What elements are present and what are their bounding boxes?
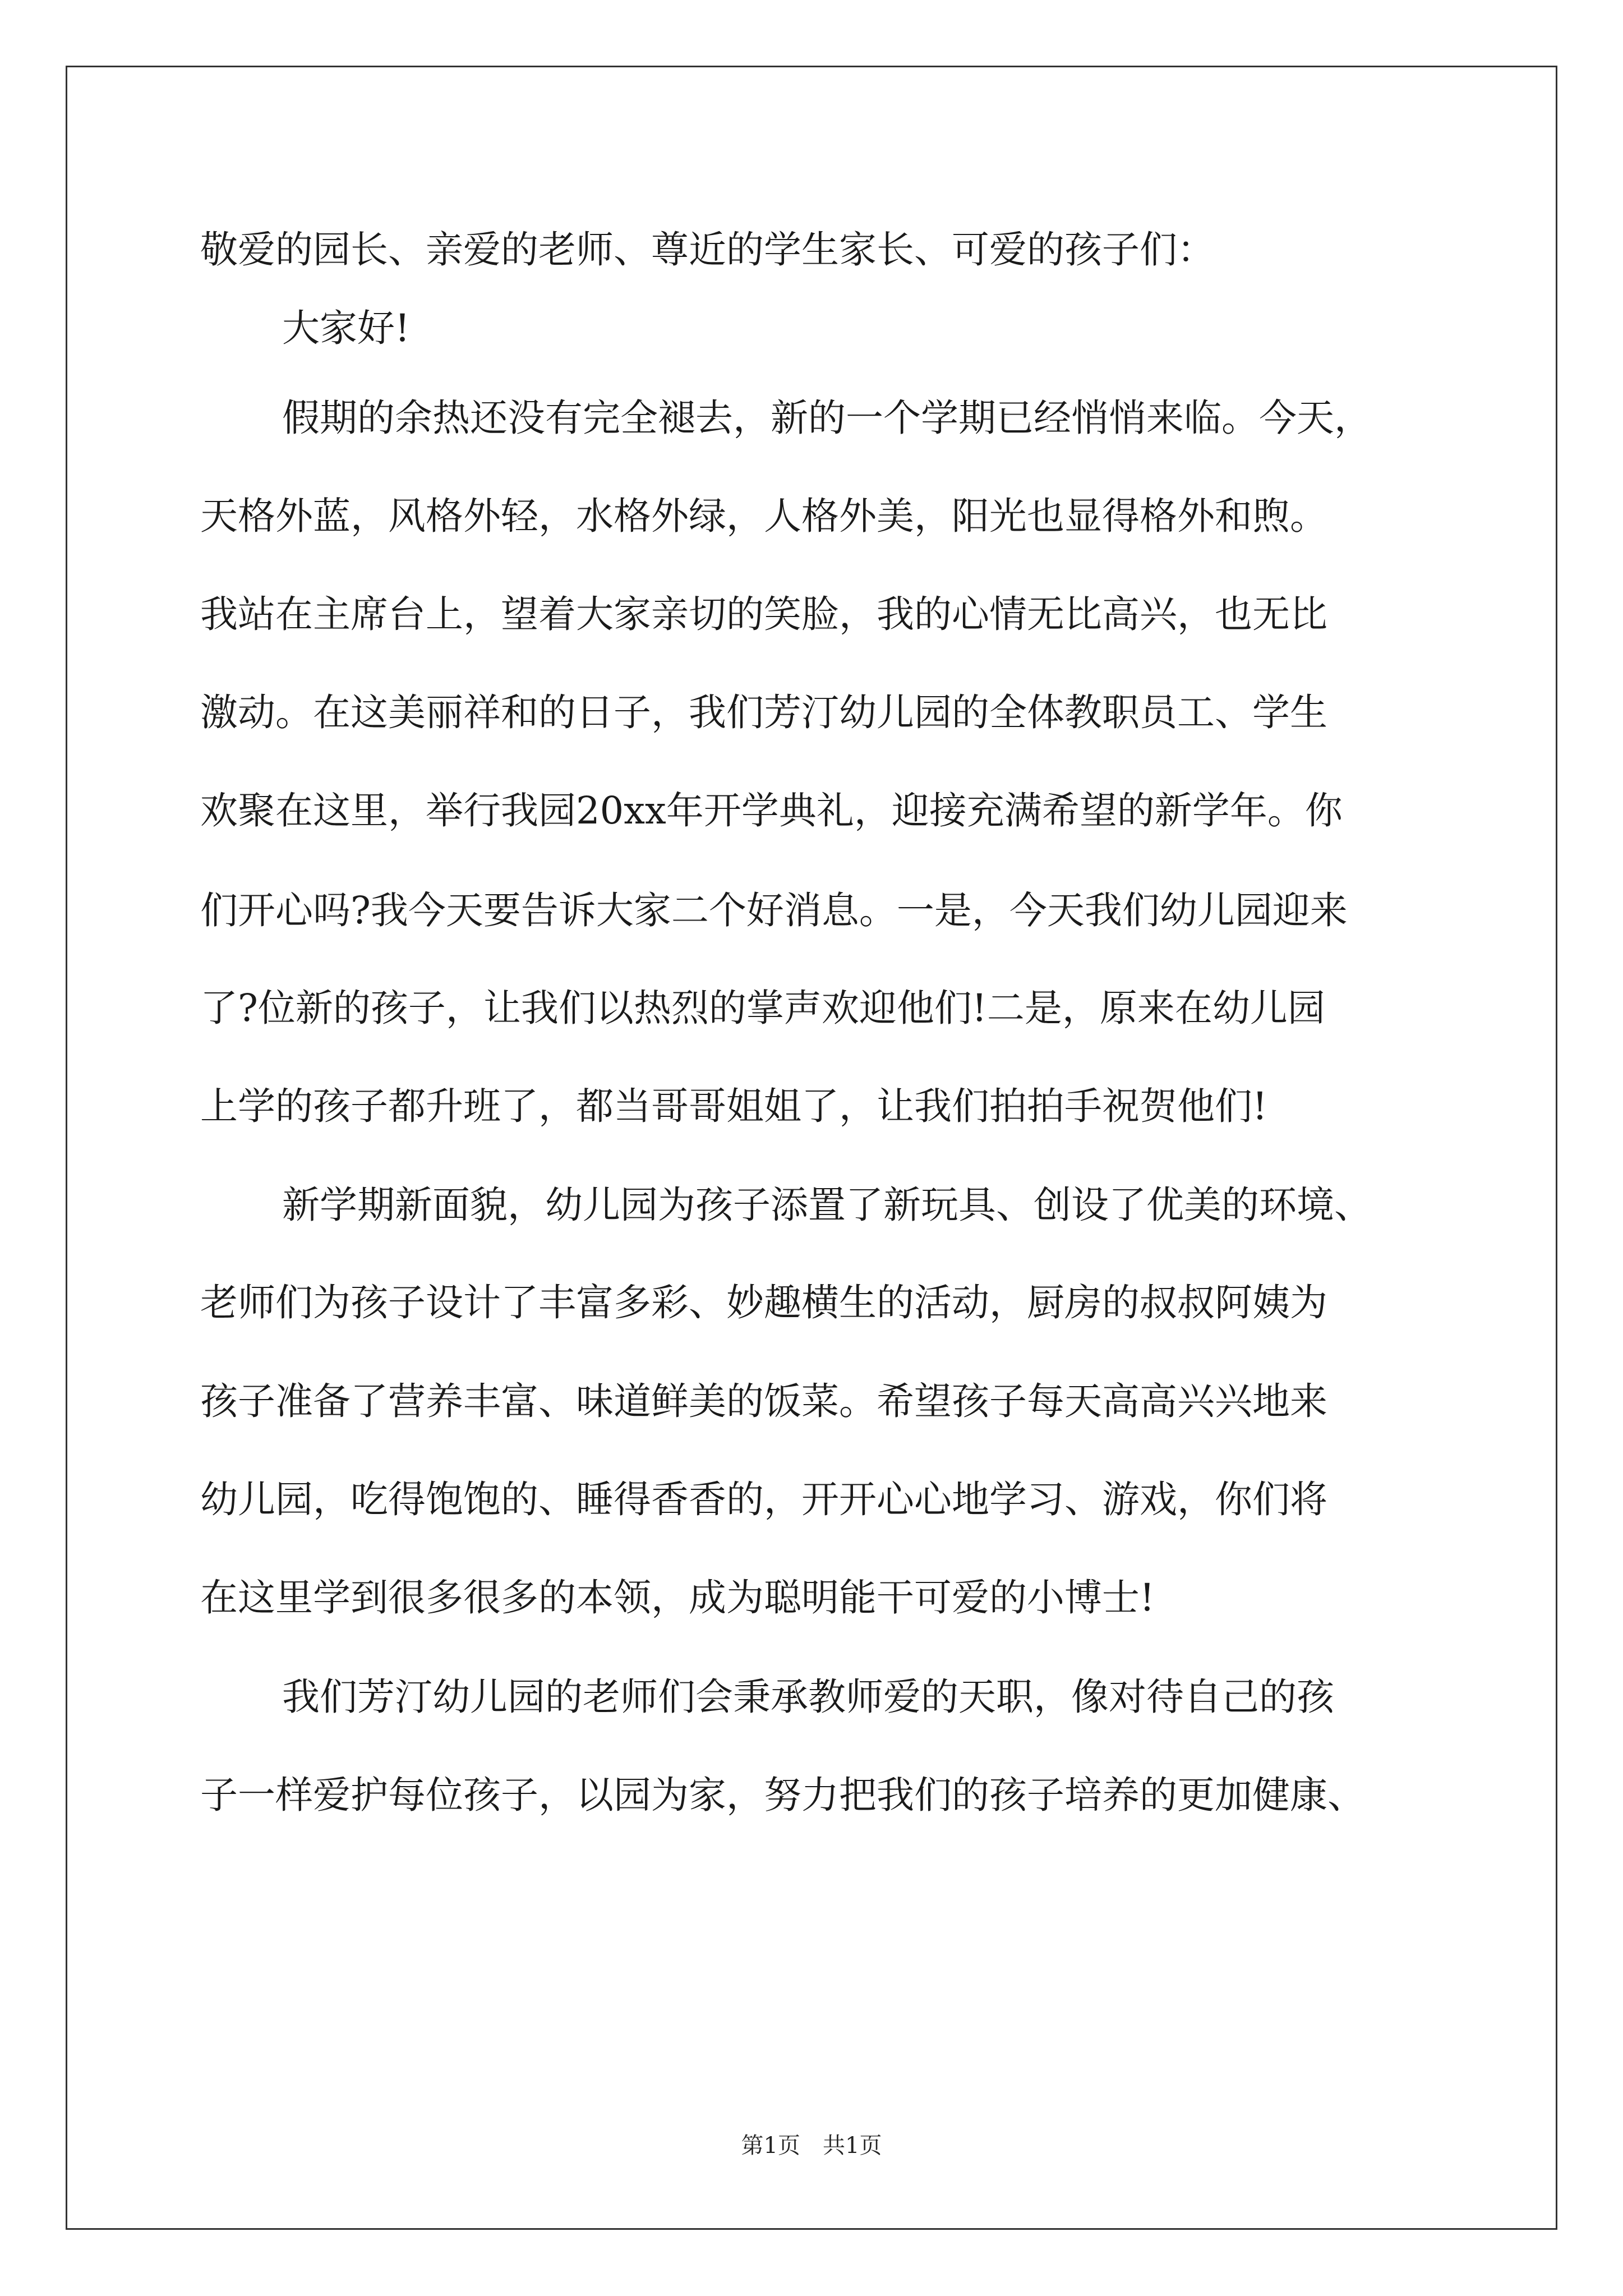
text-line: 幼儿园，吃得饱饱的、睡得香香的，开开心心地学习、游戏，你们将 — [200, 1478, 1327, 1521]
page-footer — [0, 2129, 1623, 2162]
text-line: 在这里学到很多很多的本领，成为聪明能干可爱的小博士! — [200, 1576, 1155, 1619]
greeting-line: 大家好! — [282, 306, 410, 350]
text-line: 我们芳汀幼儿园的老师们会秉承教师爱的天职，像对待自己的孩 — [282, 1675, 1334, 1719]
text-line: 老师们为孩子设计了丰富多彩、妙趣横生的活动，厨房的叔叔阿姨为 — [200, 1281, 1327, 1324]
text-line: 假期的余热还没有完全褪去，新的一个学期已经悄悄来临。今天， — [282, 396, 1372, 440]
text-line: 上学的孩子都升班了，都当哥哥姐姐了，让我们拍拍手祝贺他们! — [200, 1084, 1267, 1128]
text-line: 欢聚在这里，举行我园20xx年开学典礼，迎接充满希望的新学年。你 — [200, 789, 1343, 832]
text-line: 子一样爱护每位孩子，以园为家，努力把我们的孩子培养的更加健康、 — [200, 1773, 1365, 1817]
page-number: 第1页 — [741, 2133, 800, 2159]
text-line: 新学期新面貌，幼儿园为孩子添置了新玩具、创设了优美的环境、 — [282, 1183, 1372, 1227]
text-line: 们开心吗?我今天要告诉大家二个好消息。一是，今天我们幼儿园迎来 — [200, 889, 1348, 932]
page-total: 共1页 — [823, 2133, 882, 2159]
text-line: 孩子准备了营养丰富、味道鲜美的饭菜。希望孩子每天高高兴兴地来 — [200, 1379, 1327, 1423]
salutation-line: 敬爱的园长、亲爱的老师、尊近的学生家长、可爱的孩子们： — [200, 228, 1215, 272]
text-line: 天格外蓝，风格外轻，水格外绿，人格外美，阳光也显得格外和煦。 — [200, 494, 1327, 538]
text-line: 了?位新的孩子，让我们以热烈的掌声欢迎他们!二是，原来在幼儿园 — [200, 986, 1325, 1030]
text-line: 我站在主席台上，望着大家亲切的笑脸，我的心情无比高兴，也无比 — [200, 592, 1327, 636]
text-line: 激动。在这美丽祥和的日子，我们芳汀幼儿园的全体教职员工、学生 — [200, 691, 1327, 734]
